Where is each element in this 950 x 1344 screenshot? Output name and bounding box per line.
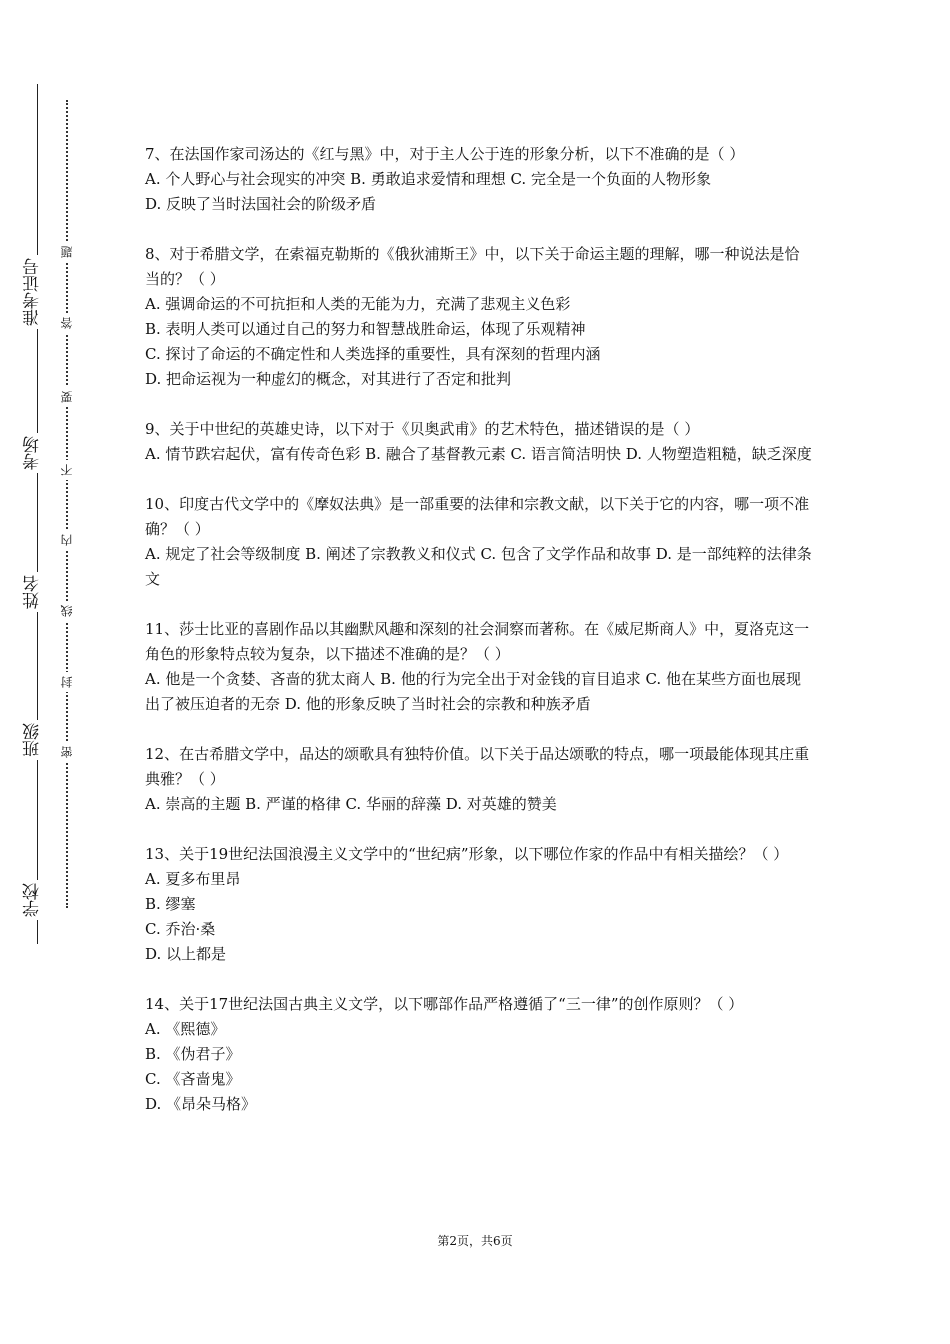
question-8 [145,242,813,392]
question-stem: 14、关于17世纪法国古典主义文学，以下哪部作品严格遵循了“三一律”的创作原则？（ ） [145,995,744,1013]
option-d: D. 《昂朵马格》 [145,1095,257,1113]
seal-dotted-line [66,100,68,908]
option-line: D. 反映了当时法国社会的阶级矛盾 [145,195,377,213]
option-a: A. 夏多布里昂 [145,870,241,888]
option-b: B. 表明人类可以通过自己的努力和智慧战胜命运，体现了乐观精神 [145,320,586,338]
exam-number-label: 准考证号 [24,255,50,329]
question-stem: 8、对于希腊文学，在索福克勒斯的《俄狄浦斯王》中，以下关于命运主题的理解，哪一种说法是恰当的？（ ） [145,245,800,288]
question-9 [145,417,813,467]
option-b: B. 《伪君子》 [145,1045,241,1063]
option-line: A. 个人野心与社会现实的冲突 B. 勇敢追求爱情和理想 C. 完全是一个负面的人物形象 [145,170,711,188]
option-c: C. 《吝啬鬼》 [145,1070,241,1088]
exam-room-label: 考场 [24,433,50,473]
question-stem: 9、关于中世纪的英雄史诗，以下对于《贝奥武甫》的艺术特色，描述错误的是（ ） [145,420,700,438]
option-a: A. 强调命运的不可抗拒和人类的无能为力，充满了悲观主义色彩 [145,295,571,313]
option-c: C. 探讨了命运的不确定性和人类选择的重要性，具有深刻的哲理内涵 [145,345,601,363]
name-label: 姓名 [24,572,50,612]
question-list [145,142,813,1142]
question-stem: 7、在法国作家司汤达的《红与黑》中，对于主人公于连的形象分析，以下不准确的是（ ） [145,145,745,163]
question-stem: 13、关于19世纪法国浪漫主义文学中的“世纪病”形象，以下哪位作家的作品中有相关描绘？（ ） [145,845,789,863]
option-d: D. 把命运视为一种虚幻的概念，对其进行了否定和批判 [145,370,512,388]
option-line: A. 情节跌宕起伏，富有传奇色彩 B. 融合了基督教元素 C. 语言简洁明快 D. 人物塑造粗糙，缺乏深度 [145,445,812,463]
question-stem: 10、印度古代文学中的《摩奴法典》是一部重要的法律和宗教文献，以下关于它的内容，哪一项不准确？（ ） [145,495,810,538]
binding-line [37,84,38,944]
option-c: C. 乔治·桑 [145,920,216,938]
option-d: D. 以上都是 [145,945,227,963]
question-10 [145,492,813,592]
option-b: B. 缪塞 [145,895,196,913]
question-13 [145,842,813,967]
question-14 [145,992,813,1117]
question-stem: 11、莎士比亚的喜剧作品以其幽默风趣和深刻的社会洞察而著称。在《威尼斯商人》中，夏洛克这一角色的形象特点较为复杂，以下描述不准确的是？（ ） [145,620,810,663]
option-line: A. 规定了社会等级制度 B. 阐述了宗教教义和仪式 C. 包含了文学作品和故事 D. 是一部纯粹的法律条文 [145,545,812,588]
seal-char: 要 [57,387,77,407]
school-label: 学校 [24,880,50,920]
option-a: A. 《熙德》 [145,1020,226,1038]
question-7 [145,142,813,217]
class-label: 班级 [24,720,50,760]
question-11 [145,617,813,717]
question-12 [145,742,813,817]
option-line: A. 崇高的主题 B. 严谨的格律 C. 华丽的辞藻 D. 对英雄的赞美 [145,795,557,813]
seal-char: 不 [57,460,77,480]
seal-char: 封 [57,672,77,692]
seal-char: 线 [57,601,77,621]
seal-char: 答 [57,313,77,333]
seal-char: 密 [57,742,77,762]
seal-char: 内 [57,530,77,550]
seal-char: 题 [57,242,77,262]
question-stem: 12、在古希腊文学中，品达的颂歌具有独特价值。以下关于品达颂歌的特点，哪一项最能体现其庄重典雅？（ ） [145,745,810,788]
option-line: A. 他是一个贪婪、吝啬的犹太商人 B. 他的行为完全出于对金钱的盲目追求 C. 他在某些方面也展现出了被压迫者的无奈 D. 他的形象反映了当时社会的宗教和种族矛盾 [145,670,801,713]
page-number: 第2页，共6页 [437,1234,513,1248]
